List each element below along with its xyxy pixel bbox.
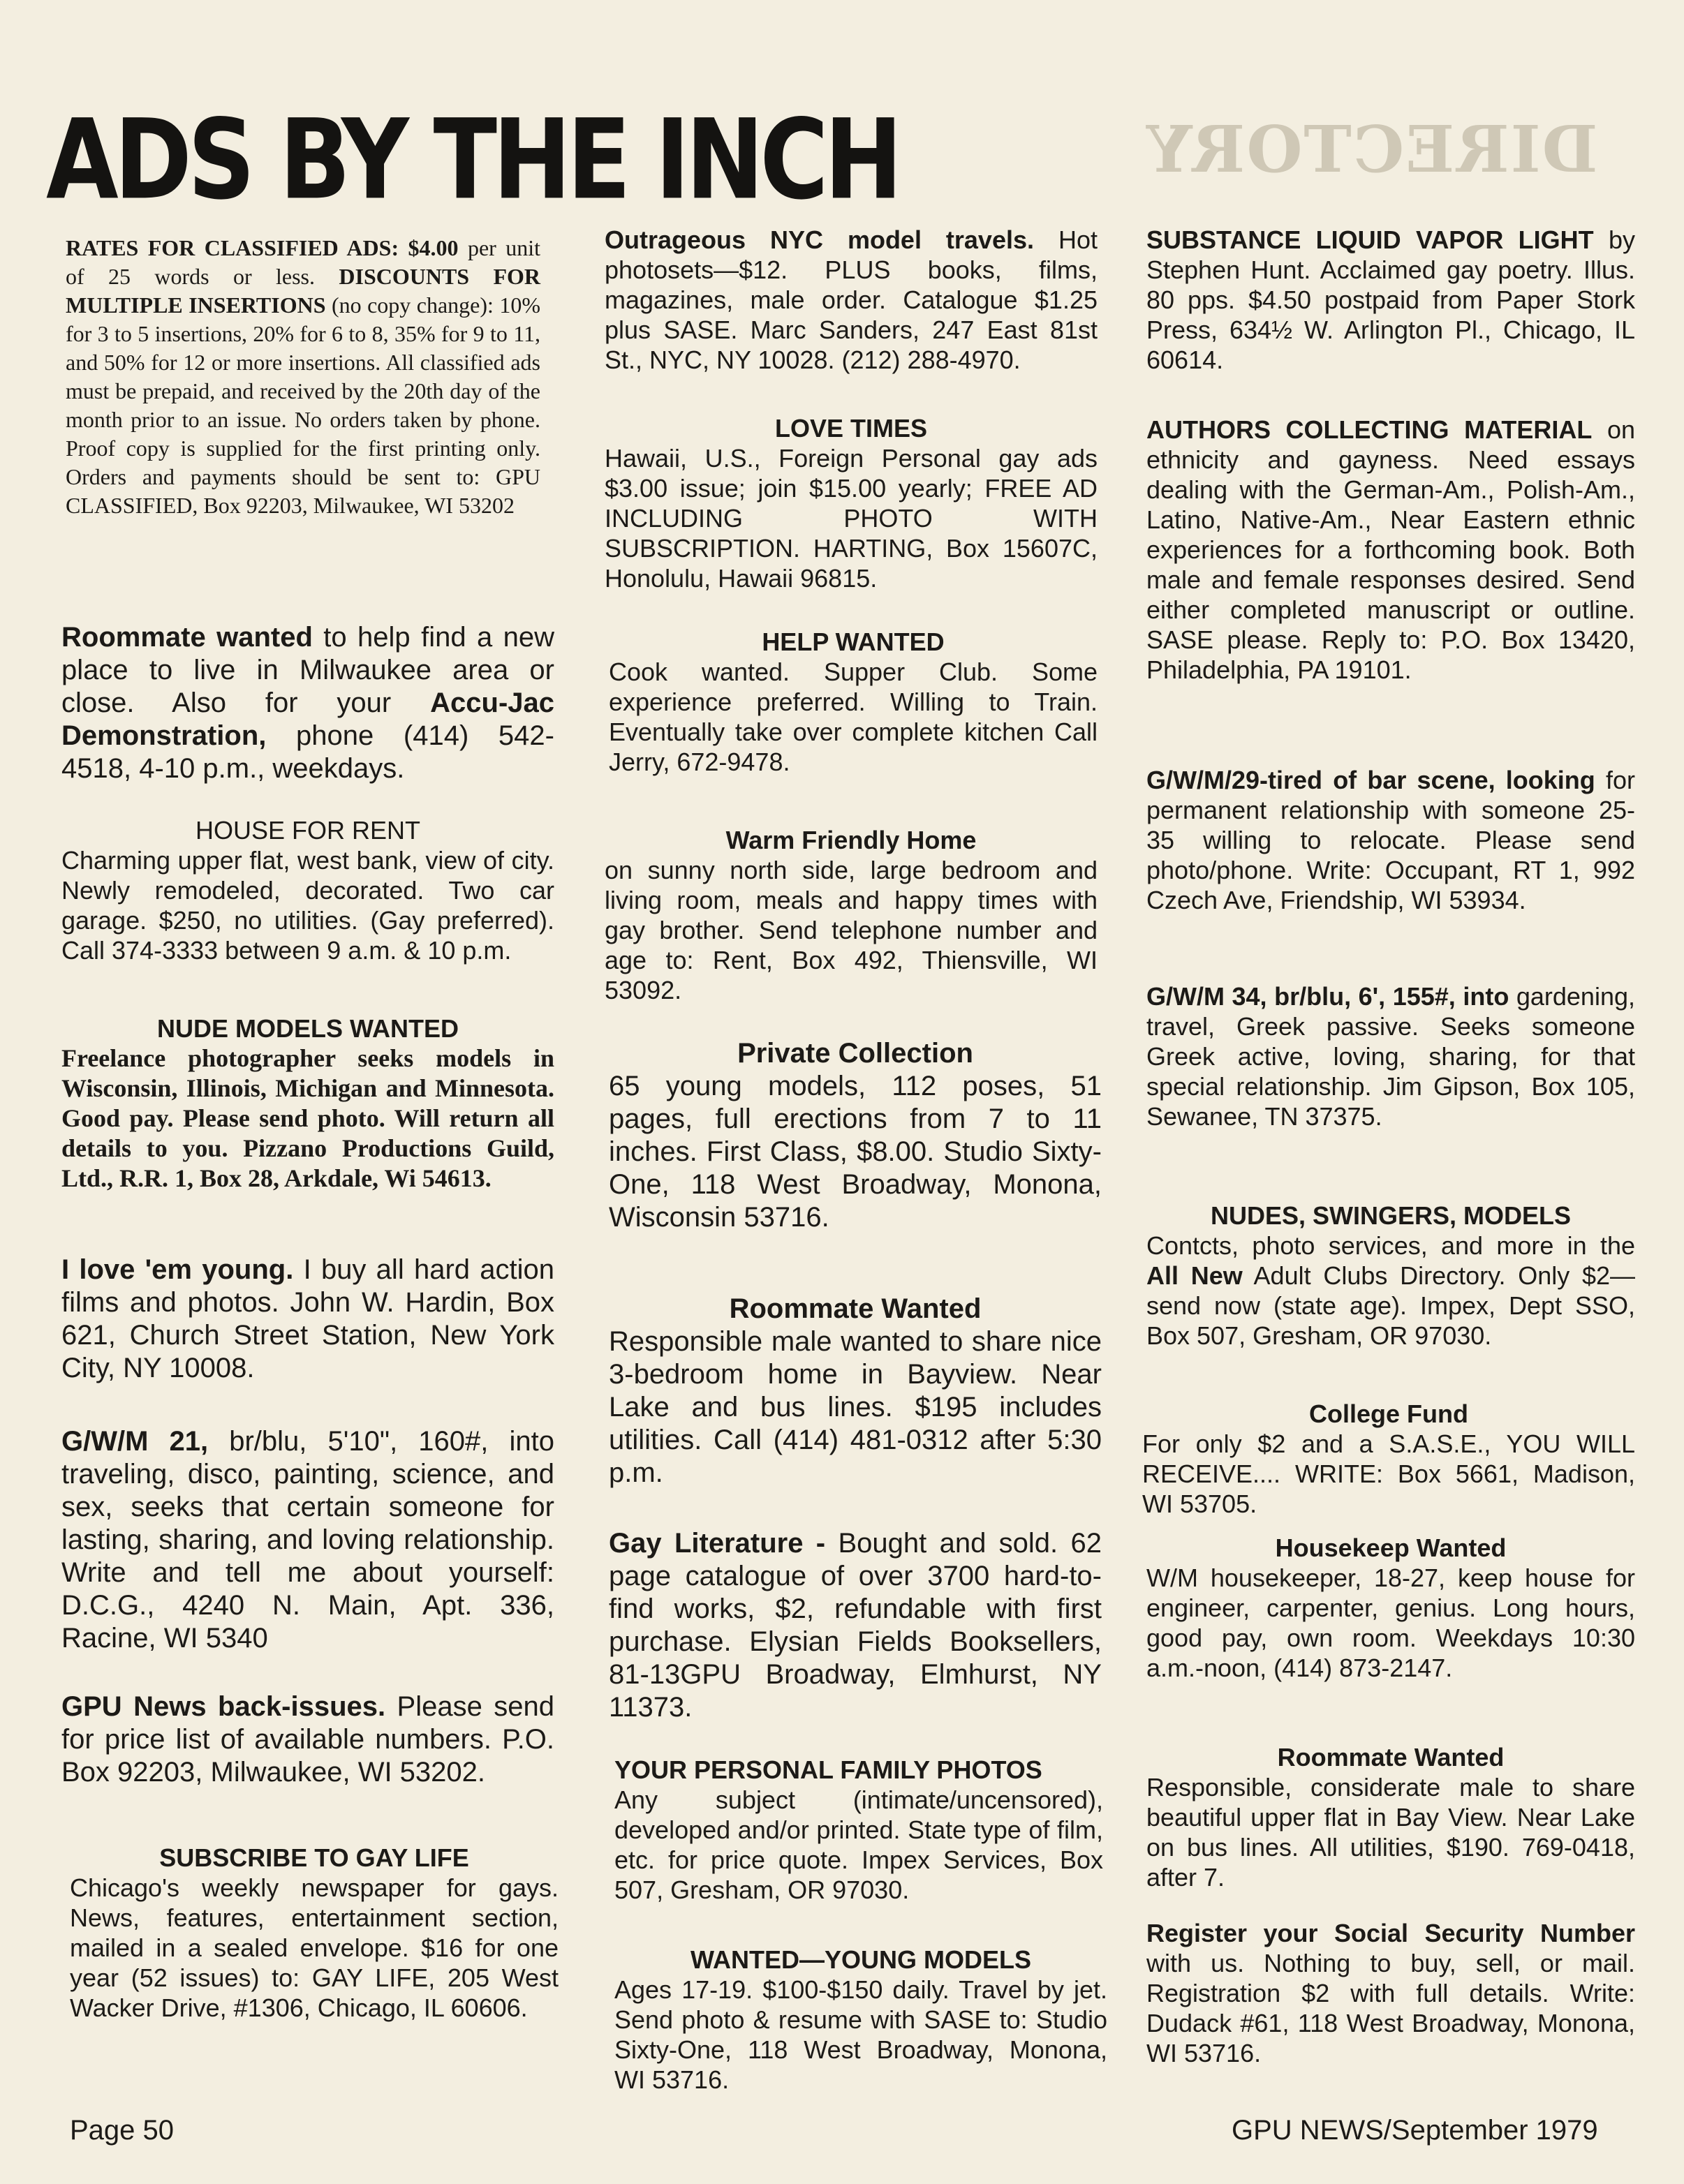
ad-text: on sunny north side, large bedroom and living room, meals and happy times with gay brother. Send telephone number and age to: Rent, Box 492, Thiensville, WI 53092. — [605, 856, 1098, 1004]
ad-text: Chicago's weekly newspaper for gays. News, features, entertainment section, mailed in a sealed envelope. $16 for one year (52 issues) to: GAY LIFE, 205 West Wacker Drive, #1306, Chicago, IL 60606. — [70, 1873, 559, 2022]
ad-text: For only $2 and a S.A.S.E., YOU WILL RECEIVE.... WRITE: Box 5661, Madison, WI 53705. — [1142, 1429, 1635, 1518]
ad-back-issues — [61, 1691, 554, 1789]
ad-text: Hot photosets—$12. PLUS books, films, magazines, male order. Catalogue $1.25 plus SASE. Marc Sanders, 247 East 81st St., NYC, NY 10028. (212) 288-4970. — [605, 225, 1098, 374]
rates-lead2: DISCOUNTS FOR MULTIPLE INSERTIONS — [66, 264, 541, 318]
ad-text: Contcts, photo services, and more in the — [1146, 1231, 1635, 1260]
ad-nyc-model — [605, 225, 1098, 375]
ad-text: Hawaii, U.S., Foreign Personal gay ads $3.00 issue; join $15.00 yearly; FREE AD INCLUDING PHOTO WITH SUBSCRIPTION. HARTING, Box 15607C, Honolulu, Hawaii 96815. — [605, 444, 1098, 593]
ad-text: on ethnicity and gayness. Need essays dealing with the German-Am., Polish-Am., Latino, Native-Am., Near Eastern ethnic experiences for a forthcoming book. Both male and female responses desired. Send either completed manuscript or outline. SASE please. Reply to: P.O. Box 13420, Philadelphia, PA 19101. — [1146, 415, 1635, 684]
ad-heading: Housekeep Wanted — [1275, 1533, 1507, 1562]
ad-young-models — [614, 1945, 1107, 2095]
ad-lead: Accu-Jac Demonstration, — [61, 688, 554, 751]
ad-lead: SUBSTANCE LIQUID VAPOR LIGHT — [1146, 225, 1594, 254]
ad-gwm-34 — [1146, 981, 1635, 1131]
ad-heading: HOUSE FOR RENT — [195, 816, 420, 845]
ad-lead: Register your Social Security Number — [1146, 1919, 1635, 1947]
ad-text: gardening, travel, Greek passive. Seeks someone Greek active, loving, sharing, for that special relationship. Jim Gipson, Box 105, Sewanee, TN 37375. — [1146, 982, 1635, 1131]
ad-heading: Private Collection — [737, 1038, 973, 1069]
ad-text: with us. Nothing to buy, sell, or mail. Registration $2 with full details. Write: Dudack #61, 118 West Broadway, Monona, WI 53716. — [1146, 1949, 1635, 2067]
ad-text: Freelance photographer seeks models in Wisconsin, Illinois, Michigan and Minnesota. Good pay. Please send photo. Will return all details to you. Pizzano Productions Guild, Ltd., R.R. 1, Box 28, Arkdale, Wi 54613. — [61, 1044, 554, 1192]
ad-text: Charming upper flat, west bank, view of city. Newly remodeled, decorated. Two car garage. $250, no utilities. (Gay preferred). Call 374-3333 between 9 a.m. & 10 p.m. — [61, 846, 554, 965]
ad-heading: NUDE MODELS WANTED — [157, 1014, 459, 1043]
ad-text: by Stephen Hunt. Acclaimed gay poetry. Illus. 80 pps. $4.50 postpaid from Paper Stork Press, 634½ W. Arlington Pl., Chicago, IL 60614. — [1146, 225, 1635, 374]
ad-lead: All New — [1146, 1261, 1243, 1290]
rates-text: (no copy change): 10% for 3 to 5 insertions, 20% for 6 to 8, 35% for 9 to 11, and 50% for 12 or more insertions. All classified ads must be prepaid, and received by the 20th day of the month prior to an issue. No orders taken by phone. Proof copy is supplied for the first printing only. Orders and payments should be sent to: GPU CLASSIFIED, Box 92203, Milwaukee, WI 53202 — [66, 292, 541, 518]
ad-heading: WANTED—YOUNG MODELS — [690, 1945, 1031, 1974]
ad-college-fund — [1142, 1399, 1635, 1519]
ad-text: Bought and sold. 62 page catalogue of over 3700 hard-to-find works, $2, refundable with first purchase. Elysian Fields Booksellers, 81-13GPU Broadway, Elmhurst, NY 11373. — [609, 1528, 1102, 1723]
ad-nudes-swingers — [1146, 1201, 1635, 1351]
rates-line1: per unit of 25 words or less. — [66, 235, 541, 289]
ad-nude-models — [61, 1013, 554, 1194]
ad-gwm-21 — [61, 1425, 554, 1655]
ad-heading: Roommate Wanted — [1277, 1743, 1505, 1771]
ad-lead: G/W/M 34, br/blu, 6', 155#, into — [1146, 982, 1509, 1011]
ad-roommate — [61, 621, 554, 785]
ad-text: Please send for price list of available numbers. P.O. Box 92203, Milwaukee, WI 53202. — [61, 1691, 554, 1788]
ad-authors — [1146, 415, 1635, 685]
ad-text: Ages 17-19. $100-$150 daily. Travel by jet. Send photo & resume with SASE to: Studio Sixty-One, 118 West Broadway, Monona, WI 53716. — [614, 1975, 1107, 2094]
ad-private-collection — [609, 1037, 1102, 1234]
ad-heading: NUDES, SWINGERS, MODELS — [1210, 1201, 1572, 1230]
ad-heading: College Fund — [1309, 1399, 1468, 1428]
rates-lead: RATES FOR CLASSIFIED ADS: $4.00 — [66, 235, 459, 260]
ad-heading: LOVE TIMES — [774, 414, 928, 443]
ad-lead: Gay Literature - — [609, 1528, 826, 1559]
ad-text: Responsible, considerate male to share beautiful upper flat in Bay View. Near Lake on bus lines. All utilities, $190. 769-0418, after 7. — [1146, 1773, 1635, 1892]
ad-heading: HELP WANTED — [762, 627, 945, 656]
ad-text: Any subject (intimate/uncensored), developed and/or printed. State type of film, etc. for price quote. Impex Services, Box 507, Gresham, OR 97030. — [614, 1785, 1103, 1904]
ad-roommate-bayview — [609, 1293, 1102, 1490]
ad-text: for permanent relationship with someone 25-35 willing to relocate. Please send photo/phone. Write: Occupant, RT 1, 992 Czech Ave, Friendship, WI 53934. — [1146, 766, 1635, 914]
ad-lead: G/W/M/29-tired of bar scene, looking — [1146, 766, 1595, 794]
ad-text: phone (414) 542-4518, 4-10 p.m., weekdays. — [61, 720, 554, 784]
ad-house-for-rent — [61, 815, 554, 965]
ad-gay-life — [70, 1843, 559, 2023]
ad-housekeep — [1146, 1533, 1635, 1683]
ad-text: br/blu, 5'10", 160#, into traveling, disco, painting, science, and sex, seeks that certain someone for lasting, sharing, and loving relationship. Write and tell me about yourself: D.C.G., 4240 N. Main, Apt. 336, Racine, WI 5340 — [61, 1426, 554, 1654]
ad-text: W/M housekeeper, 18-27, keep house for engineer, carpenter, genius. Long hours, good pay, own room. Weekdays 10:30 a.m.-noon, (414) 873-2147. — [1146, 1563, 1635, 1682]
ad-love-em-young — [61, 1254, 554, 1385]
ad-heading: YOUR PERSONAL FAMILY PHOTOS — [614, 1755, 1042, 1784]
page-title: ADS BY THE INCH — [46, 96, 899, 225]
bleed-through-directory: DIRECTORY — [1145, 112, 1598, 187]
ad-gwm-29 — [1146, 765, 1635, 915]
ad-lead: Roommate wanted — [61, 622, 313, 653]
ad-text: Cook wanted. Supper Club. Some experience preferred. Willing to Train. Eventually take over complete kitchen Call Jerry, 672-9478. — [609, 658, 1098, 776]
ad-heading: Warm Friendly Home — [725, 826, 977, 854]
ad-gay-literature — [609, 1527, 1102, 1724]
ad-text: to help find a new place to live in Milwaukee area or close. Also for your — [61, 622, 554, 718]
ad-family-photos — [614, 1755, 1103, 1905]
ad-heading: Roommate Wanted — [729, 1293, 982, 1324]
ad-love-times — [605, 413, 1098, 593]
footer-page-number: Page 50 — [70, 2115, 175, 2146]
ad-substance — [1146, 225, 1635, 375]
ad-text: 65 young models, 112 poses, 51 pages, full erections from 7 to 11 inches. First Class, $8.00. Studio Sixty-One, 118 West Broadway, Monona, Wisconsin 53716. — [609, 1071, 1102, 1233]
rates-block — [66, 234, 540, 520]
ad-lead: AUTHORS COLLECTING MATERIAL — [1146, 415, 1593, 444]
ad-lead: Outrageous NYC model travels. — [605, 225, 1034, 254]
footer-publication: GPU NEWS/September 1979 — [1232, 2115, 1598, 2146]
ad-lead: I love 'em young. — [61, 1254, 294, 1285]
ad-text: I buy all hard action films and photos. John W. Hardin, Box 621, Church Street Station, New York City, NY 10008. — [61, 1254, 554, 1383]
ad-text: Responsible male wanted to share nice 3-bedroom home in Bayview. Near Lake and bus lines. $195 includes utilities. Call (414) 481-0312 after 5:30 p.m. — [609, 1326, 1102, 1488]
ad-social-security — [1146, 1918, 1635, 2068]
ad-help-wanted — [609, 627, 1098, 777]
ad-warm-home — [605, 825, 1098, 1005]
ad-lead: G/W/M 21, — [61, 1426, 209, 1457]
ad-heading: SUBSCRIBE TO GAY LIFE — [159, 1843, 469, 1872]
ad-text: Adult Clubs Directory. Only $2—send now (state age). Impex, Dept SSO, Box 507, Gresham, OR 97030. — [1146, 1261, 1636, 1350]
ad-roommate-bayview-2 — [1146, 1742, 1635, 1892]
ad-lead: GPU News back-issues. — [61, 1691, 386, 1722]
